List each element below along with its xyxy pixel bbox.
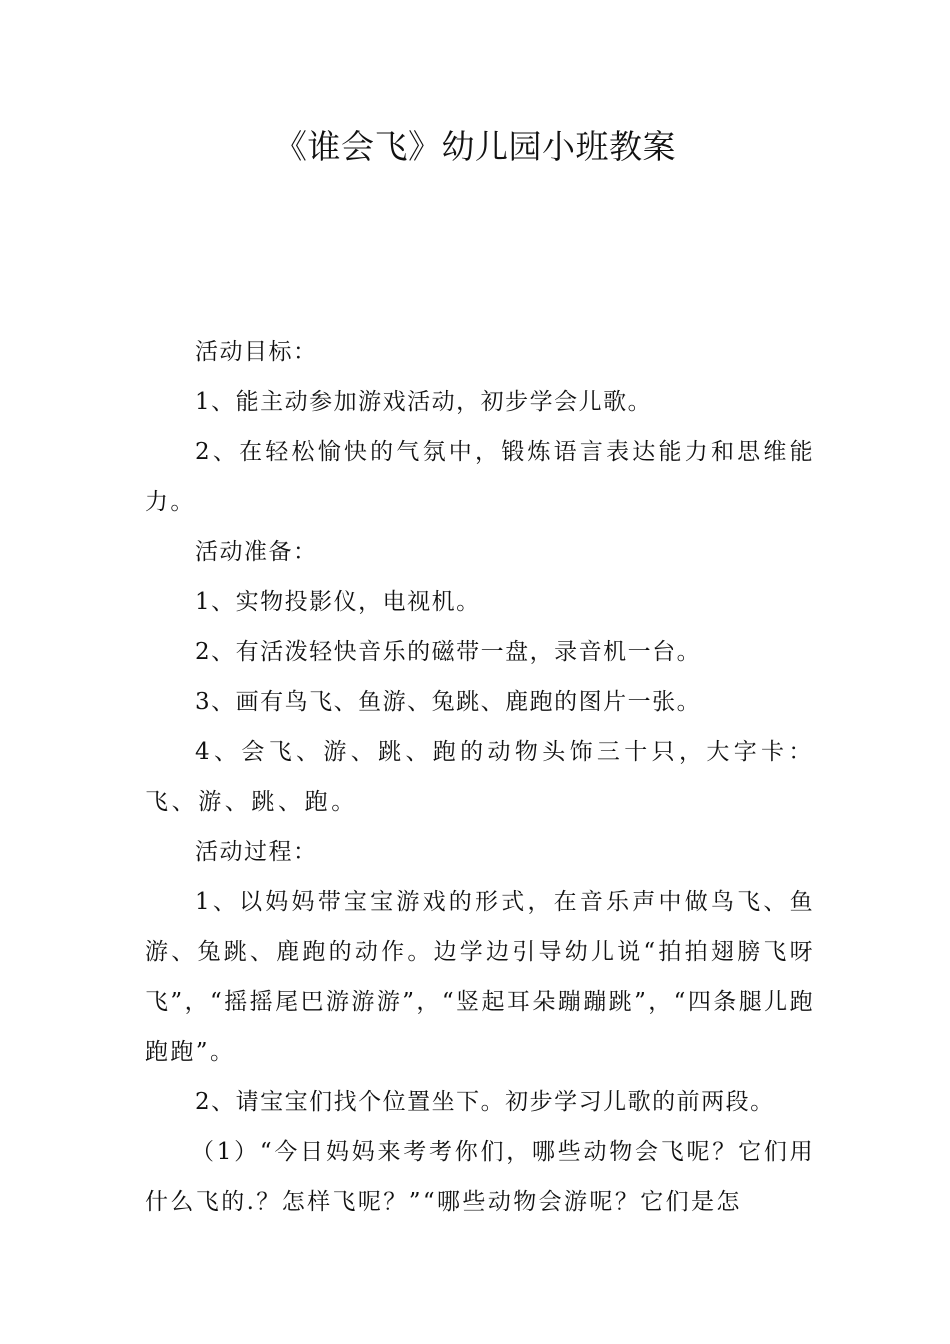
objective-item-1: 1、能主动参加游戏活动，初步学会儿歌。	[195, 389, 653, 415]
section-heading-objectives: 活动目标：	[195, 339, 318, 365]
document-title: 《谁会飞》幼儿园小班教案	[274, 127, 676, 166]
process-subitem-1: （1）“今日妈妈来考考你们，哪些动物会飞呢？它们用什么飞的.？怎样飞呢？”“哪些动物会游呢？它们是怎	[145, 1139, 815, 1215]
preparation-item-4: 4、会飞、游、跳、跑的动物头饰三十只，大字卡：飞、游、跳、跑。	[145, 739, 815, 815]
objective-item-2: 2、在轻松愉快的气氛中，锻炼语言表达能力和思维能力。	[145, 439, 815, 515]
preparation-item-3: 3、画有鸟飞、鱼游、兔跳、鹿跑的图片一张。	[195, 689, 702, 715]
process-item-1: 1、以妈妈带宝宝游戏的形式，在音乐声中做鸟飞、鱼游、兔跳、鹿跑的动作。边学边引导幼儿说“拍拍翅膀飞呀飞”，“摇摇尾巴游游游”，“竖起耳朵蹦蹦跳”，“四条腿儿跑跑跑”。	[145, 889, 815, 1065]
preparation-item-2: 2、有活泼轻快音乐的磁带一盘，录音机一台。	[195, 639, 702, 665]
section-heading-preparation: 活动准备：	[195, 539, 318, 565]
section-heading-process: 活动过程：	[195, 839, 318, 865]
process-item-2: 2、请宝宝们找个位置坐下。初步学习儿歌的前两段。	[195, 1089, 775, 1115]
preparation-item-1: 1、实物投影仪，电视机。	[195, 589, 481, 615]
document-body	[145, 327, 815, 1227]
